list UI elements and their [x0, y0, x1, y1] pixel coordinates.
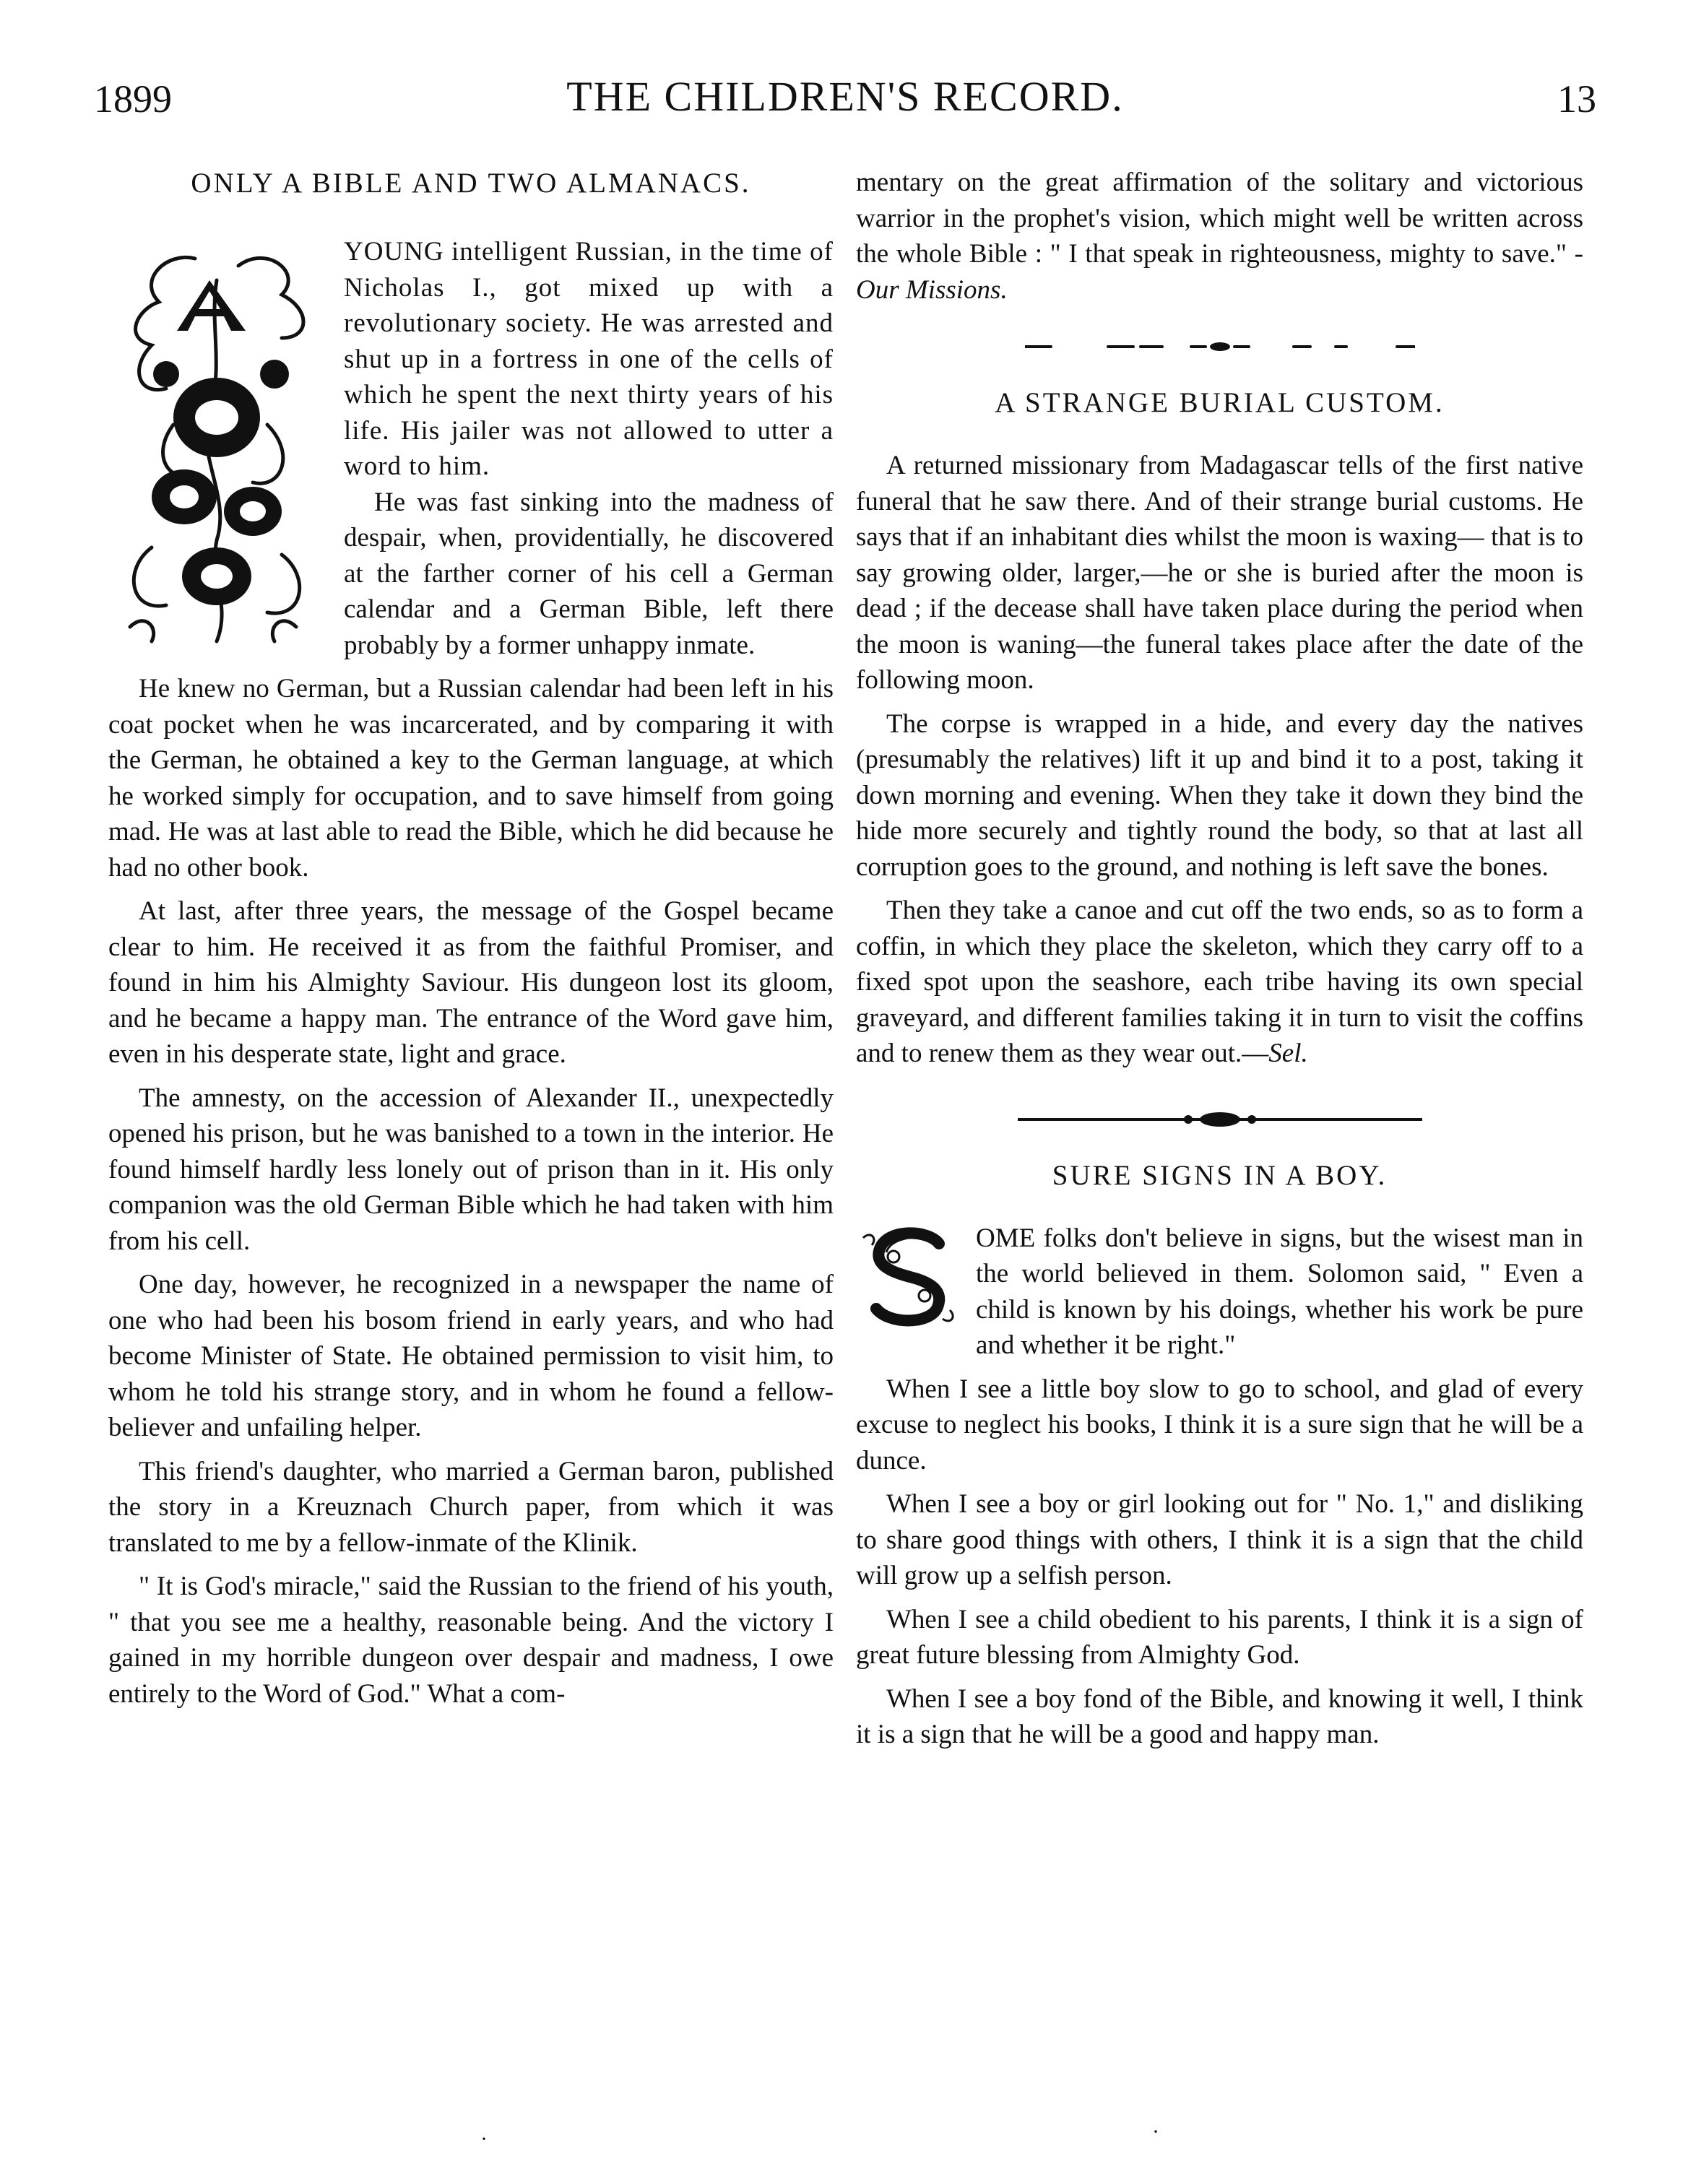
paragraph: At last, after three years, the message of the Gospel became clear to him. He received it as from the faithful Promiser, and found in him his Almighty Saviour. His dungeon lost its gloom, and he became a happy man. The entrance of the Word gave him, even in his desperate state, light and grace. [108, 896, 834, 1069]
paragraph: When I see a boy fond of the Bible, and knowing it well, I think it is a sign that he will be a good and happy man. [856, 1684, 1583, 1749]
ornamental-initial-s [856, 1223, 964, 1328]
article-heading-bible: ONLY A BIBLE AND TWO ALMANACS. [191, 168, 751, 199]
paragraph-text: Then they take a canoe and cut off the two ends, so as to form a coffin, in which they place the skeleton, which they carry off to a fixed spot upon the seashore, each tribe having its own special graveyard, and different families taking it in turn to visit the coffins and to renew them as they wear out.— [856, 896, 1583, 1068]
paragraph: He was fast sinking into the madness of despair, when, providentially, he discovered at the farther corner of his cell a German calendar and a German Bible, left there probably by a former unhappy inmate. [344, 487, 834, 660]
source-credit: Sel. [1268, 1039, 1308, 1068]
header-year: 1899 [94, 77, 172, 121]
paragraph: " It is God's miracle," said the Russian to the friend of his youth, " that you see me a healthy, reasonable being. And the victory I gained in my horrible dungeon over despair and madness, I owe entirely to the Word of God." What a com- [108, 1572, 834, 1709]
continuation-text: mentary on the great affirmation of the solitary and victorious warrior in the prophet's vision, which might well be written across the whole Bible : " I that speak in righteousness, mighty to save." - [856, 168, 1583, 269]
header-page-number: 13 [1557, 77, 1596, 121]
header-title: THE CHILDREN'S RECORD. [566, 73, 1124, 120]
paragraph: A returned missionary from Madagascar tells of the first native funeral that he saw there. And of their strange burial customs. He says that if an inhabitant dies whilst the moon is waxing— that is to say growing older, larger,—he or she is buried after the moon is dead ; if the decease shall have taken place during the period when the moon is waning—the funeral takes place after the date of the following moon. [856, 451, 1583, 695]
print-speck: · [1152, 2120, 1159, 2144]
page-header [94, 72, 1596, 137]
article-continuation-bible [856, 165, 1583, 308]
paragraph: This friend's daughter, who married a German baron, published the story in a Kreuznach Church paper, from which it was translated to me by a fellow-inmate of the Klinik. [108, 1456, 834, 1558]
article-heading-signs: SURE SIGNS IN A BOY. [1052, 1159, 1388, 1191]
paragraph: When I see a little boy slow to go to school, and glad of every excuse to neglect his books, I think it is a sure sign that he will be a dunce. [856, 1374, 1583, 1476]
print-speck: · [480, 2127, 488, 2151]
article-lead-bible: YOUNG intelligent Russian, in the time of Nicholas I., got mixed up with a revolutionary society. He was arrested and shut up in a fortress in one of the cells of which he spent the next thirty years of his life. His jailer was not allowed to utter a word to him. [344, 237, 834, 481]
article-lead-signs: OME folks don't believe in signs, but the wisest man in the world believed in them. Solomon said, " Even a child is known by his doings, whether his work be pure and whether it be right." [976, 1223, 1583, 1360]
divider-ornament-icon [1025, 339, 1415, 354]
article-heading-burial: A STRANGE BURIAL CUSTOM. [995, 387, 1445, 418]
ornamental-initial-a [108, 237, 332, 656]
paragraph: The amnesty, on the accession of Alexander II., unexpectedly opened his prison, but he was banished to a town in the interior. He found himself hardly less lonely out of prison than in it. His only companion was the old German Bible which he had taken with him from his cell. [108, 1083, 834, 1256]
letter-s-ornament-icon [856, 1223, 964, 1328]
left-column [108, 165, 834, 1712]
foliage-ornament-icon [108, 237, 332, 656]
paragraph: The corpse is wrapped in a hide, and every day the natives (presumably the relatives) lift it up and bind it to a post, taking it down morning and evening. When they take it down they bind the hide more securely and tightly round the body, so that at last all corruption goes to the ground, and nothing is left save the bones. [856, 708, 1583, 882]
paragraph: He knew no German, but a Russian calendar had been left in his coat pocket when he was incarcerated, and by comparing it with the German, he obtained a key to the German language, at which he worked simply for occupation, and to save himself from going mad. He was at last able to read the Bible, which he did because he had no other book. [108, 674, 834, 883]
paragraph: When I see a child obedient to his parents, I think it is a sign of great future blessing from Almighty God. [856, 1604, 1583, 1670]
paragraph: When I see a boy or girl looking out for " No. 1," and disliking to share good things with others, I think it is a sign that the child will grow up a selfish person. [856, 1489, 1583, 1590]
paragraph: One day, however, he recognized in a newspaper the name of one who had been his bosom friend in early years, and who had become Minister of State. He obtained permission to visit him, to whom he told his strange story, and in whom he found a fellow-believer and unfailing helper. [108, 1270, 834, 1442]
source-credit: Our Missions. [856, 274, 1008, 305]
divider-ornament-icon [1018, 1111, 1422, 1128]
paragraph [856, 893, 1583, 1072]
right-column [856, 165, 1583, 1753]
